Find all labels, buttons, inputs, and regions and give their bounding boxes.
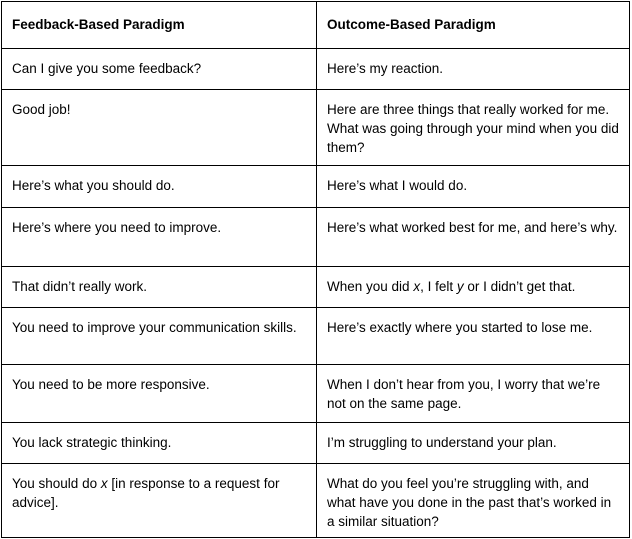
paradigm-comparison-table [1,1,630,538]
table-row [2,90,630,166]
outcome-cell: I’m struggling to understand your plan. [317,423,630,464]
feedback-cell: You lack strategic thinking. [2,423,317,464]
feedback-paradigm-header: Feedback-Based Paradigm [2,2,317,49]
table-row [2,208,630,267]
table-header-row [2,2,630,49]
outcome-cell: Here’s what I would do. [317,166,630,208]
outcome-text: When you did [327,279,414,294]
table-row [2,308,630,365]
table-row [2,365,630,423]
feedback-cell: Here’s what you should do. [2,166,317,208]
outcome-cell: What do you feel you’re struggling with, and what have you done in the past that’s worked in a similar situation? [317,464,630,538]
feedback-text: [in response to a request for advice]. [12,476,280,510]
feedback-cell: That didn’t really work. [2,267,317,308]
table-row [2,267,630,308]
feedback-cell: Can I give you some feedback? [2,49,317,90]
outcome-paradigm-header: Outcome-Based Paradigm [317,2,630,49]
outcome-cell: Here’s what worked best for me, and here’s why. [317,208,630,267]
table-row [2,464,630,538]
outcome-text: or I didn’t get that. [463,279,576,294]
variable-y: y [456,279,464,294]
outcome-cell: Here’s exactly where you started to lose me. [317,308,630,365]
outcome-cell: Here’s my reaction. [317,49,630,90]
table-row [2,49,630,90]
feedback-cell: Here’s where you need to improve. [2,208,317,267]
feedback-cell: You need to be more responsive. [2,365,317,423]
table-row [2,166,630,208]
outcome-cell: Here are three things that really worked for me. What was going through your mind when you did them? [317,90,630,166]
feedback-cell: Good job! [2,90,317,166]
table-row [2,423,630,464]
feedback-text: You should do [12,476,101,491]
variable-x: x [100,476,108,491]
outcome-cell [317,267,630,308]
feedback-cell [2,464,317,538]
outcome-text: , I felt [420,279,457,294]
outcome-cell: When I don’t hear from you, I worry that we’re not on the same page. [317,365,630,423]
variable-x: x [413,279,421,294]
feedback-cell: You need to improve your communication skills. [2,308,317,365]
